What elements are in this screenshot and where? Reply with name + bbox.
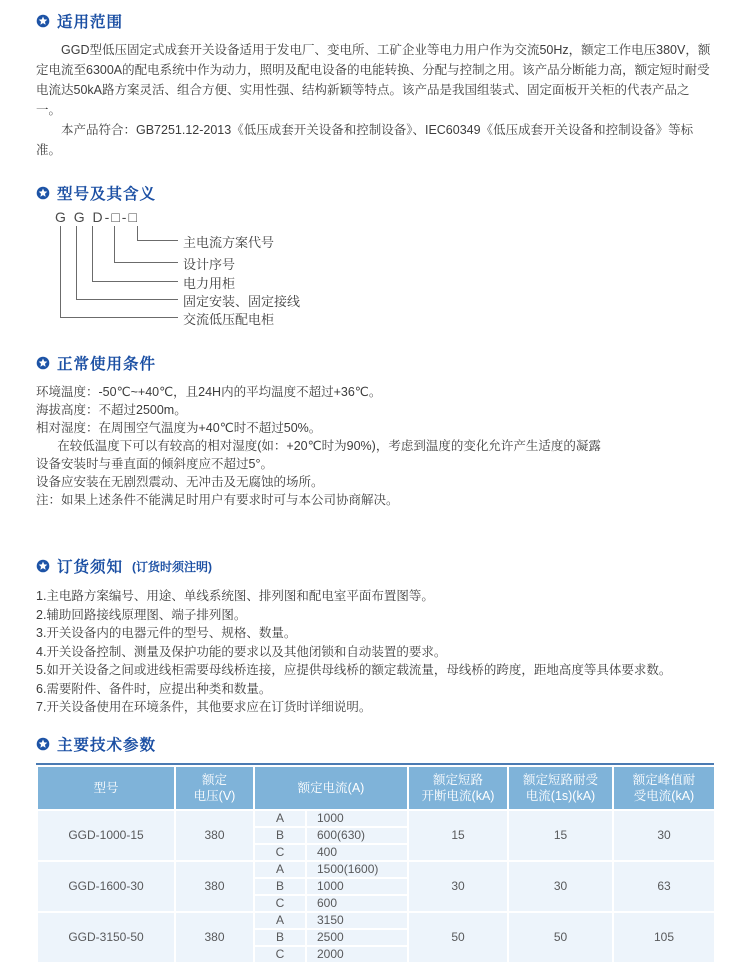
section-conditions-head <box>36 352 714 374</box>
diagram-label: 电力用柜 <box>183 276 236 291</box>
section-subtitle-ordering: (订货时须注明) <box>132 559 213 574</box>
ordering-item: 3.开关设备内的电器元件的型号、规格、数量。 <box>36 626 297 640</box>
diagram-label: 固定安装、固定接线 <box>183 294 301 309</box>
cell-current-value: 600 <box>307 896 407 911</box>
table-header-line: 额定 <box>201 772 227 787</box>
ordering-item: 5.如开关设备之间或进线柜需要母线桥连接，应提供母线桥的额定载流量，母线桥的跨度，距地高度等具体要求数。 <box>36 663 672 677</box>
table-header-voltage <box>176 767 253 809</box>
cell-current-letter: C <box>255 845 305 860</box>
diagram-label: 交流低压配电柜 <box>183 312 275 327</box>
cell-model: GGD-1600-30 <box>38 862 174 911</box>
cell-breaking: 15 <box>409 811 507 860</box>
cell-voltage: 380 <box>176 862 253 911</box>
table-header-line: 电流(1s)(kA) <box>525 788 596 803</box>
cell-model: GGD-1000-15 <box>38 811 174 860</box>
connector-line <box>76 299 178 300</box>
connector-line <box>76 226 77 299</box>
cell-breaking: 50 <box>409 913 507 962</box>
condition-line: 注：如果上述条件不能满足时用户有要求时可与本公司协商解决。 <box>36 493 399 507</box>
parameters-table-wrap <box>36 763 714 964</box>
table-header-line: 额定短路 <box>433 772 484 787</box>
table-row <box>38 811 714 826</box>
cell-withstand: 15 <box>509 811 612 860</box>
parameters-table <box>36 765 716 964</box>
table-header-current: 额定电流(A) <box>255 767 407 809</box>
cell-peak: 30 <box>614 811 714 860</box>
connector-line <box>92 281 178 282</box>
cell-current-value: 1500(1600) <box>307 862 407 877</box>
ordering-item: 1.主电路方案编号、用途、单线系统图、排列图和配电室平面布置图等。 <box>36 589 434 603</box>
cell-current-letter: A <box>255 862 305 877</box>
cell-current-value: 400 <box>307 845 407 860</box>
section-model <box>36 182 714 330</box>
star-icon <box>36 559 50 573</box>
ordering-item: 4.开关设备控制、测量及保护功能的要求以及其他闭锁和自动装置的要求。 <box>36 644 447 659</box>
model-designation-diagram <box>55 208 714 330</box>
cell-withstand: 30 <box>509 862 612 911</box>
cell-current-value: 3150 <box>307 913 407 928</box>
section-title-ordering: 订货须知 <box>57 559 124 576</box>
connector-line <box>60 226 61 317</box>
table-header-breaking <box>409 767 507 809</box>
cell-current-value: 2000 <box>307 947 407 962</box>
cell-current-letter: A <box>255 811 305 826</box>
connector-line <box>114 262 178 263</box>
ordering-item: 6.需要附件、备件时，应提出种类和数量。 <box>36 681 272 696</box>
section-title-model: 型号及其含义 <box>57 186 157 203</box>
condition-line: 设备安装时与垂直面的倾斜度应不超过5°。 <box>36 457 273 471</box>
cell-current-value: 1000 <box>307 879 407 894</box>
cell-peak: 105 <box>614 913 714 962</box>
star-icon <box>36 14 50 28</box>
condition-line: 环境温度：-50℃~+40℃，且24H内的平均温度不超过+36℃。 <box>36 385 382 399</box>
section-model-head <box>36 182 714 204</box>
cell-voltage: 380 <box>176 811 253 860</box>
cell-model: GGD-3150-50 <box>38 913 174 962</box>
star-icon <box>36 356 50 370</box>
cell-current-value: 1000 <box>307 811 407 826</box>
section-title-scope: 适用范围 <box>57 14 124 31</box>
section-scope <box>36 10 714 160</box>
cell-withstand: 50 <box>509 913 612 962</box>
scope-paragraph-2: 本产品符合：GB7251.12-2013《低压成套开关设备和控制设备》、IEC60349《低压成套开关设备和控制设备》等标准。 <box>36 123 694 157</box>
section-parameters <box>36 733 714 964</box>
table-row <box>38 913 714 928</box>
star-icon <box>36 737 50 751</box>
table-header-line: 额定峰值耐 <box>632 772 696 787</box>
section-ordering-head <box>36 555 714 577</box>
table-header-peak <box>614 767 714 809</box>
section-ordering <box>36 555 714 717</box>
cell-current-letter: A <box>255 913 305 928</box>
condition-line: 在较低温度下可以有较高的相对湿度(如：+20℃时为90%)，考虑到温度的变化允许产生适度的凝露 <box>57 439 601 453</box>
cell-current-letter: B <box>255 879 305 894</box>
cell-peak: 63 <box>614 862 714 911</box>
diagram-label: 主电流方案代号 <box>183 235 275 250</box>
cell-current-value: 600(630) <box>307 828 407 843</box>
cell-voltage: 380 <box>176 913 253 962</box>
cell-current-letter: C <box>255 947 305 962</box>
cell-current-letter: B <box>255 828 305 843</box>
cell-current-letter: B <box>255 930 305 945</box>
connector-line <box>60 317 178 318</box>
section-title-parameters: 主要技术参数 <box>57 736 157 754</box>
table-header-line: 开断电流(kA) <box>421 788 495 803</box>
cell-current-value: 2500 <box>307 930 407 945</box>
star-icon <box>36 186 50 200</box>
table-row <box>38 862 714 877</box>
model-code: G G D-□-□ <box>55 209 139 225</box>
section-parameters-head <box>36 733 714 755</box>
diagram-label: 设计序号 <box>183 257 236 272</box>
scope-paragraph-1: GGD型低压固定式成套开关设备适用于发电厂、变电所、工矿企业等电力用户作为交流50Hz，额定工作电压380V，额定电流至6300A的配电系统中作为动力，照明及配电设备的电能转换、分配与控制之用。该产品分断能力高，额定短时耐受电流达50kA路方案灵活、组合方便、实用性强、结构新颖等特点。该产品是我国组装式、固定面板开关柜的代表产品之一。 <box>36 43 711 117</box>
connector-line <box>137 240 178 241</box>
cell-breaking: 30 <box>409 862 507 911</box>
section-scope-head <box>36 10 714 32</box>
connector-line <box>114 226 115 262</box>
condition-line: 海拔高度：不超过2500m。 <box>36 403 187 417</box>
connector-line <box>137 226 138 240</box>
table-header-line: 电压(V) <box>193 788 236 803</box>
ordering-item: 2.辅助回路接线原理图、端子排列图。 <box>36 607 247 622</box>
ordering-item: 7.开关设备使用在环境条件，其他要求应在订货时详细说明。 <box>36 700 372 714</box>
table-header-model: 型号 <box>38 767 174 809</box>
table-header-line: 额定短路耐受 <box>523 772 599 787</box>
condition-line: 相对湿度：在周围空气温度为+40℃时不超过50%。 <box>36 421 322 435</box>
table-header-withstand <box>509 767 612 809</box>
section-title-conditions: 正常使用条件 <box>57 356 157 373</box>
cell-current-letter: C <box>255 896 305 911</box>
connector-line <box>92 226 93 281</box>
section-conditions <box>36 352 714 509</box>
condition-line: 设备应安装在无剧烈震动、无冲击及无腐蚀的场所。 <box>36 475 324 489</box>
table-header-line: 受电流(kA) <box>633 788 695 803</box>
